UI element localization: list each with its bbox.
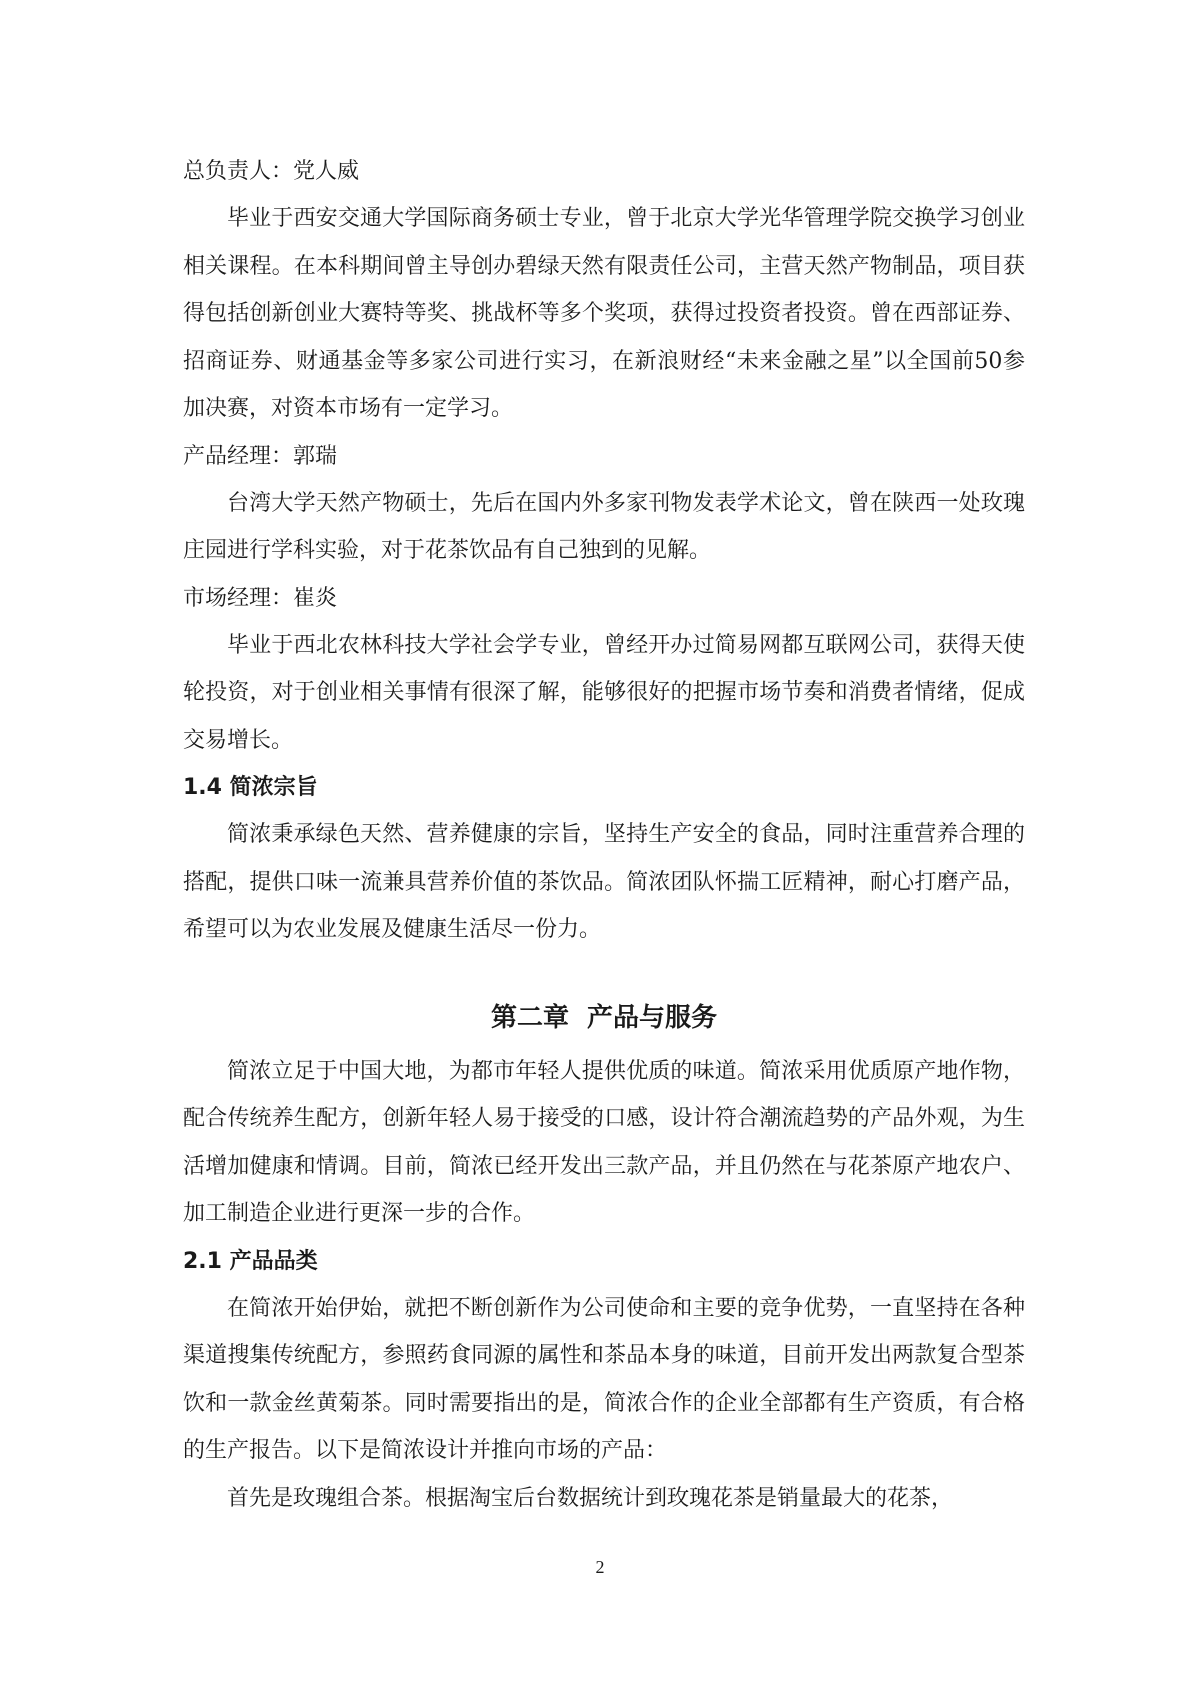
section-1-4-heading: 1.4 简浓宗旨: [183, 775, 318, 800]
document-page: [183, 148, 1025, 1522]
section-2-1-body-continued: 首先是玫瑰组合茶。根据淘宝后台数据统计到玫瑰花茶是销量最大的花茶，: [227, 1485, 954, 1511]
chapter-2-intro: 简浓立足于中国大地，为都市年轻人提供优质的味道。简浓采用优质原产地作物，配合传统养生配方，创新年轻人易于接受的口感，设计符合潮流趋势的产品外观，为生活增加健康和情调。目前，简浓已经开发出三款产品，并且仍然在与花茶原产地农户、加工制造企业进行更深一步的合作。: [183, 1058, 1025, 1226]
section-1-4-body: 简浓秉承绿色天然、营养健康的宗旨，坚持生产安全的食品，同时注重营养合理的搭配，提供口味一流兼具营养价值的茶饮品。简浓团队怀揣工匠精神，耐心打磨产品，希望可以为农业发展及健康生活尽一份力。: [183, 822, 1025, 942]
section-2-1-heading: 2.1 产品品类: [183, 1248, 318, 1274]
leader-label: 总负责人：党人威: [183, 159, 360, 184]
product-manager-label: 产品经理：郭瑞: [183, 443, 338, 469]
marketing-manager-bio: 毕业于西北农林科技大学社会学专业，曾经开办过简易网都互联网公司，获得天使轮投资，对于创业相关事情有很深了解，能够很好的把握市场节奏和消费者情绪，促成交易增长。: [183, 632, 1025, 753]
product-manager-bio: 台湾大学天然产物硕士，先后在国内外多家刊物发表学术论文，曾在陕西一处玫瑰庄园进行学科实验，对于花茶饮品有自己独到的见解。: [183, 490, 1025, 563]
leader-bio: 毕业于西安交通大学国际商务硕士专业，曾于北京大学光华管理学院交换学习创业相关课程。在本科期间曾主导创办碧绿天然有限责任公司，主营天然产物制品，项目获得包括创新创业大赛特等奖、挑战杯等多个奖项，获得过投资者投资。曾在西部证券、招商证券、财通基金等多家公司进行实习，在新浪财经“未来金融之星”以全国前50参加决赛，对资本市场有一定学习。: [183, 206, 1025, 421]
page-number: 2: [595, 1557, 605, 1577]
marketing-manager-label: 市场经理：崔炎: [183, 585, 338, 611]
section-2-1-body: 在简浓开始伊始，就把不断创新作为公司使命和主要的竞争优势，一直坚持在各种渠道搜集传统配方，参照药食同源的属性和茶品本身的味道，目前开发出两款复合型茶饮和一款金丝黄菊茶。同时需要指出的是，简浓合作的企业全部都有生产资质，有合格的生产报告。以下是简浓设计并推向市场的产品：: [183, 1295, 1025, 1463]
chapter-2-title: 第二章 产品与服务: [490, 1002, 718, 1033]
